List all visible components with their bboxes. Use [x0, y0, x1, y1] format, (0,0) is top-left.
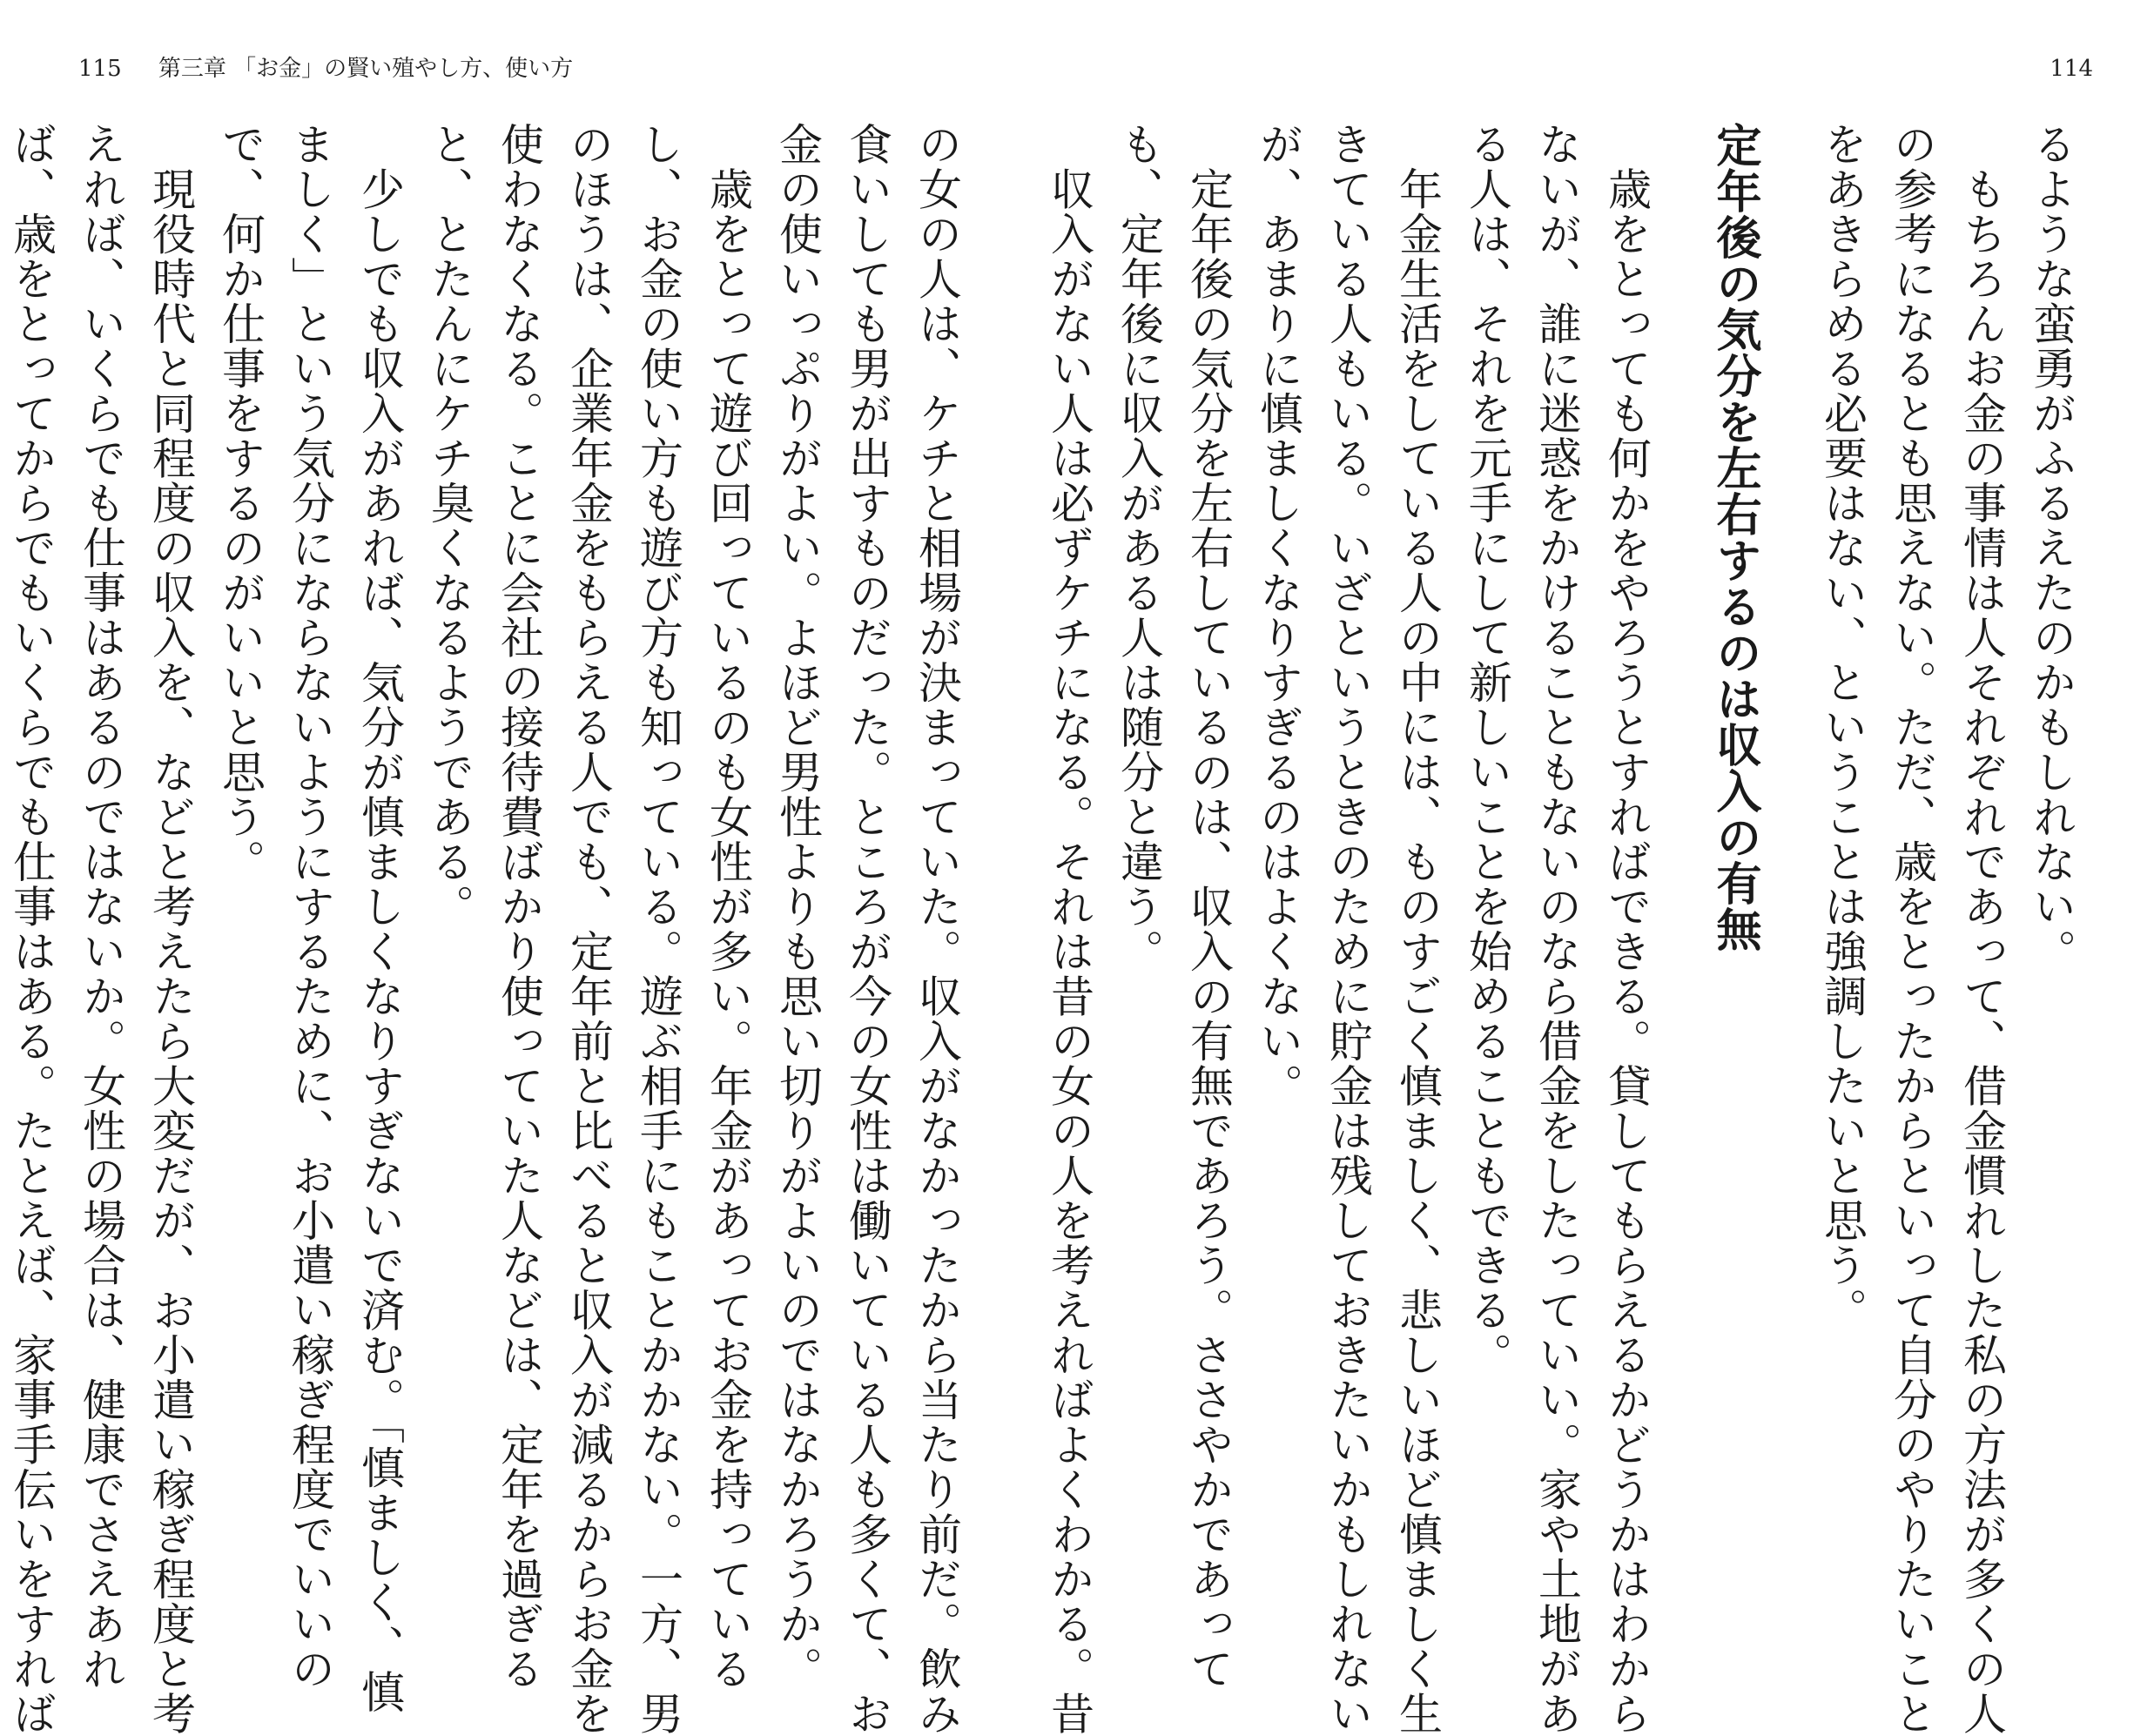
text-column: のほうは、企業年金をもらえる人でも、定年前と比べると収入が減るからお金を: [563, 122, 614, 1736]
text-column: の女の人は、ケチと相場が決まっていた。収入がなかったから当たり前だ。飲み: [912, 122, 962, 1736]
chapter-title: 第三章 「お金」の賢い殖やし方、使い方: [158, 56, 574, 82]
text-column: と、とたんにケチ臭くなるようである。: [424, 122, 475, 929]
text-column: 金の使いっぷりがよい。よほど男性よりも思い切りがよいのではなかろうか。: [772, 122, 823, 1692]
text-column: 歳をとって遊び回っているのも女性が多い。年金があってお金を持っている: [703, 122, 753, 1692]
text-column: るような蛮勇がふるえたのかもしれない。: [2026, 122, 2077, 974]
text-column: きている人もいる。いざというときのために貯金は残しておきたいかもしれない: [1323, 122, 1373, 1736]
text-column: 年金生活をしている人の中には、ものすごく慎ましく、悲しいほど慎ましく生: [1392, 122, 1443, 1736]
text-column: が、あまりに慎ましくなりすぎるのはよくない。: [1253, 122, 1303, 1108]
right-running-head: [2050, 54, 2093, 84]
section-heading: 定年後の気分を左右するのは収入の有無: [1708, 122, 1760, 952]
text-column: ば、歳をとってからでもいくらでも仕事はある。たとえば、家事手伝いをすれば: [6, 122, 57, 1736]
text-column: 収入がない人は必ずケチになる。それは昔の女の人を考えればよくわかる。昔: [1044, 122, 1094, 1736]
right-page-number: 114: [2050, 56, 2093, 82]
text-column: 歳をとっても何かをやろうとすればできる。貸してもらえるかどうかはわから: [1601, 122, 1652, 1736]
left-page-text: [6, 122, 972, 1736]
text-column: る人は、それを元手にして新しいことを始めることもできる。: [1462, 122, 1512, 1377]
text-column: ないが、誰に迷惑をかけることもないのなら借金をしたっていい。家や土地があ: [1531, 122, 1582, 1736]
text-column: も、定年後に収入がある人は随分と違う。: [1114, 122, 1164, 974]
text-column: 少しでも収入があれば、気分が慎ましくなりすぎないで済む。「慎ましく、慎: [354, 122, 405, 1714]
text-column: えれば、いくらでも仕事はあるのではないか。女性の場合は、健康でさえあれ: [76, 122, 126, 1692]
left-running-head: [78, 54, 573, 84]
text-column: ましく」という気分にならないようにするために、お小遣い稼ぎ程度でいいの: [285, 122, 335, 1692]
text-column: 使わなくなる。ことに会社の接待費ばかり使っていた人などは、定年を過ぎる: [494, 122, 544, 1692]
text-column: の参考になるとも思えない。ただ、歳をとったからといって自分のやりたいこと: [1887, 122, 1937, 1736]
text-column: 定年後の気分を左右しているのは、収入の有無であろう。ささやかであって: [1183, 122, 1234, 1692]
text-column: をあきらめる必要はない、ということは強調したいと思う。: [1817, 122, 1868, 1333]
left-page-number: 115: [78, 56, 122, 82]
text-column: で、何か仕事をするのがいいと思う。: [215, 122, 266, 885]
right-page-text: [1044, 122, 2086, 1736]
text-column: 食いしても男が出すものだった。ところが今の女性は働いている人も多くて、お: [842, 122, 892, 1736]
text-column: し、お金の使い方も遊び方も知っている。遊ぶ相手にもことかかない。一方、男: [633, 122, 683, 1736]
text-column: 現役時代と同程度の収入を、などと考えたら大変だが、お小遣い稼ぎ程度と考: [145, 122, 196, 1736]
text-column: もちろんお金の事情は人それぞれであって、借金慣れした私の方法が多くの人: [1956, 122, 2007, 1736]
